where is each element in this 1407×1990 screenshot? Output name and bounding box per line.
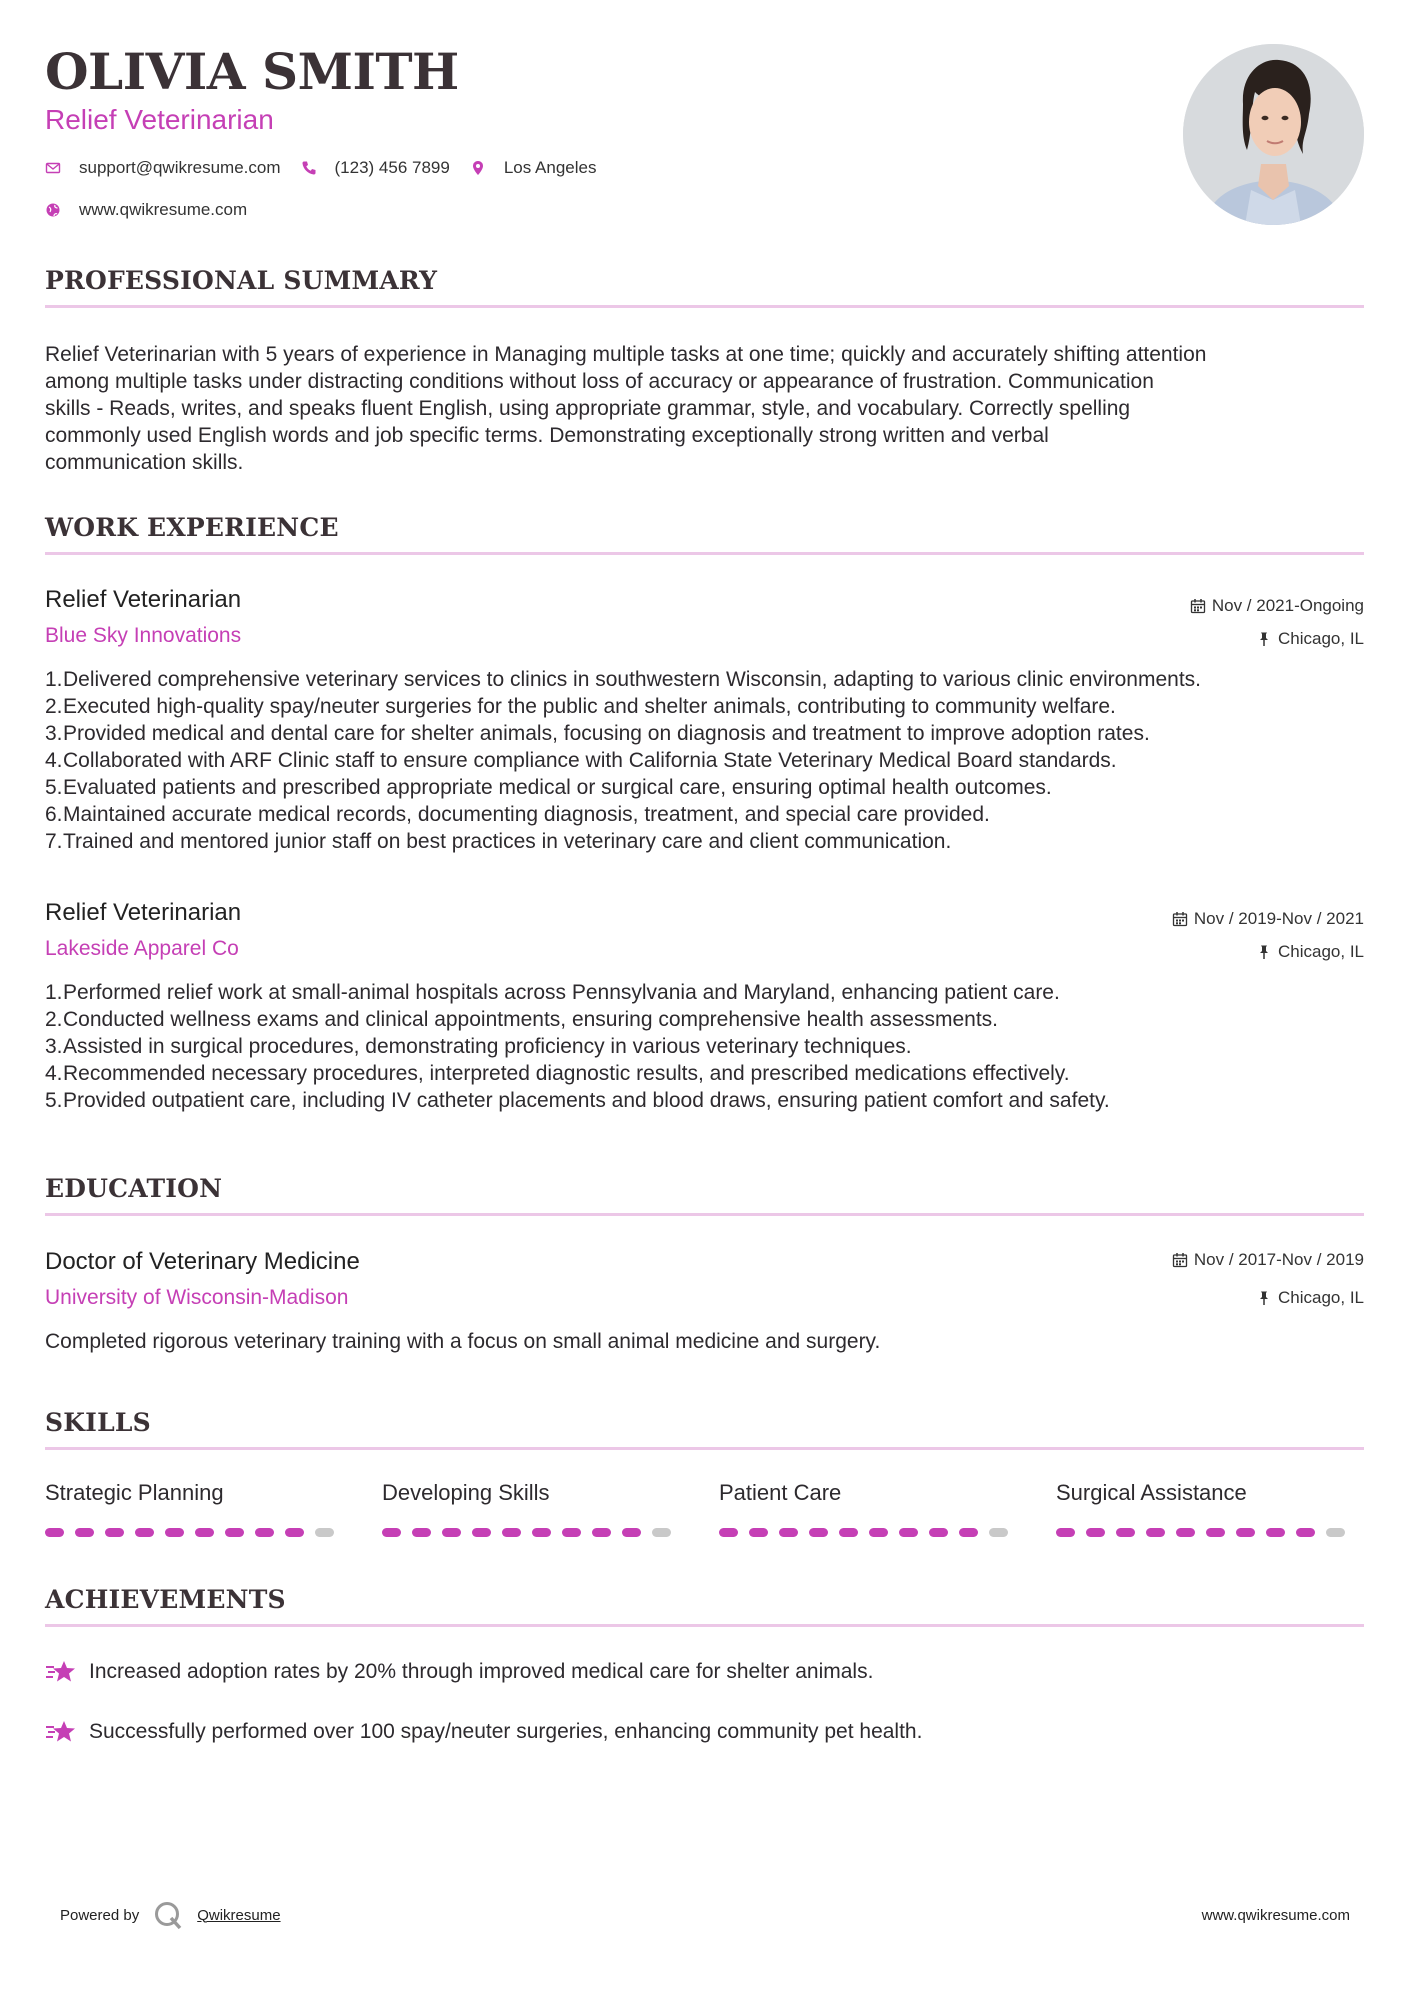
summary-line: among multiple tasks under distracting conditions without loss of accuracy or appearance of frustration. Communication [45,370,1154,393]
job-company: Lakeside Apparel Co [45,937,239,960]
rating-dot-empty [989,1528,1008,1537]
rating-dot-filled [135,1528,154,1537]
rating-dot-filled [472,1528,491,1537]
skill-name: Developing Skills [382,1480,550,1505]
location-text: Los Angeles [503,158,597,177]
list-item: 4. Collaborated with ARF Clinic staff to ensure compliance with California State Veterinary Medical Board standards. [45,749,1117,772]
achievement-item [45,1718,922,1746]
rating-dot-filled [165,1528,184,1537]
achievement-text: Increased adoption rates by 20% through improved medical care for shelter animals. [89,1660,874,1683]
list-item: 2. Executed high-quality spay/neuter surgeries for the public and shelter animals, contributing to community welfare. [45,695,1116,718]
rating-dot-empty [652,1528,671,1537]
job-title: Relief Veterinarian [45,586,242,613]
skill-name: Patient Care [719,1480,842,1505]
calendar-icon [1190,598,1206,614]
rating-dot-filled [382,1528,401,1537]
rating-dot-filled [255,1528,274,1537]
contact-row-website [45,200,267,220]
summary-line: communication skills. [45,451,244,474]
profile-photo [1183,44,1364,225]
rating-dot-filled [532,1528,551,1537]
degree-title: Doctor of Veterinary Medicine [45,1248,360,1275]
rating-dot-filled [1296,1528,1315,1537]
rating-dot-filled [1146,1528,1165,1537]
rating-dot-filled [749,1528,768,1537]
skill-item [1056,1480,1356,1537]
summary-line: skills - Reads, writes, and speaks fluent English, using appropriate grammar, style, and vocabulary. Correctly spelling [45,397,1131,420]
pushpin-icon [1256,631,1272,647]
rating-dot-filled [719,1528,738,1537]
list-item: 1. Delivered comprehensive veterinary services to clinics in southwestern Wisconsin, adapting to various clinic environments. [45,668,1201,691]
skill-item [719,1480,1019,1537]
star-icon [45,1658,77,1686]
footer-website[interactable]: www.qwikresume.com [1201,1907,1350,1924]
summary-line: Relief Veterinarian with 5 years of experience in Managing multiple tasks at one time; quickly and accurately shifting attention [45,343,1207,366]
skill-rating [1056,1528,1356,1537]
rating-dot-filled [899,1528,918,1537]
job-bullets [45,979,1375,1114]
list-item: 5. Provided outpatient care, including IV catheter placements and blood draws, ensuring patient comfort and safety. [45,1089,1110,1112]
rating-dot-filled [622,1528,641,1537]
rating-dot-filled [929,1528,948,1537]
job-location [1256,942,1364,962]
school-name: University of Wisconsin-Madison [45,1286,349,1309]
skill-rating [719,1528,1019,1537]
calendar-icon [1172,911,1188,927]
skill-name: Strategic Planning [45,1480,224,1505]
list-item: 2. Conducted wellness exams and clinical appointments, ensuring comprehensive health assessments. [45,1008,999,1031]
contact-location [470,158,597,178]
pushpin-icon [1256,1290,1272,1306]
skill-item [382,1480,682,1537]
experience-heading: WORK EXPERIENCE [45,513,339,542]
rating-dot-empty [1326,1528,1345,1537]
skill-item [45,1480,345,1537]
education-location-text: Chicago, IL [1278,1288,1364,1307]
rating-dot-filled [45,1528,64,1537]
contact-website[interactable] [45,200,247,220]
rating-dot-filled [1056,1528,1075,1537]
map-pin-icon [470,160,486,176]
job-title: Relief Veterinarian [45,899,242,926]
skill-rating [382,1528,682,1537]
list-item: 5. Evaluated patients and prescribed appropriate medical or surgical care, ensuring optimal health outcomes. [45,776,1052,799]
rating-dot-filled [285,1528,304,1537]
pushpin-icon [1256,944,1272,960]
rating-dot-filled [442,1528,461,1537]
job-dates [1190,596,1364,616]
list-item: 3. Assisted in surgical procedures, demonstrating proficiency in various veterinary techniques. [45,1035,912,1058]
rating-dot-filled [562,1528,581,1537]
summary-text [45,341,1365,476]
email-text: support@qwikresume.com [79,158,281,177]
summary-heading: PROFESSIONAL SUMMARY [45,266,438,295]
achievement-item [45,1658,873,1686]
candidate-name: OLIVIA SMITH [45,42,459,101]
rating-dot-filled [959,1528,978,1537]
rating-dot-filled [1236,1528,1255,1537]
achievement-text: Successfully performed over 100 spay/neuter surgeries, enhancing community pet health. [89,1720,923,1743]
skills-divider [45,1447,1364,1450]
summary-divider [45,305,1364,308]
education-heading: EDUCATION [45,1174,223,1203]
list-item: 1. Performed relief work at small-animal hospitals across Pennsylvania and Maryland, enhancing patient care. [45,981,1060,1004]
rating-dot-filled [779,1528,798,1537]
rating-dot-filled [1176,1528,1195,1537]
contact-phone[interactable] [301,158,450,178]
job-dates-text: Nov / 2019-Nov / 2021 [1193,909,1364,928]
job-location-text: Chicago, IL [1278,942,1364,961]
rating-dot-filled [1266,1528,1285,1537]
education-location [1256,1288,1364,1308]
footer-powered-by [60,1900,281,1930]
job-location [1256,629,1364,649]
education-dates [1172,1250,1364,1270]
skill-name: Surgical Assistance [1056,1480,1247,1505]
job-location-text: Chicago, IL [1278,629,1364,648]
skills-heading: SKILLS [45,1408,151,1437]
rating-dot-filled [869,1528,888,1537]
contact-row [45,158,616,178]
job-dates-text: Nov / 2021-Ongoing [1211,596,1364,615]
rating-dot-filled [839,1528,858,1537]
list-item: 6. Maintained accurate medical records, documenting diagnosis, treatment, and special care provided. [45,803,990,826]
globe-icon [45,202,61,218]
education-dates-text: Nov / 2017-Nov / 2019 [1193,1250,1364,1269]
calendar-icon [1172,1252,1188,1268]
candidate-title: Relief Veterinarian [45,104,274,135]
qwikresume-logo-icon [153,1900,183,1930]
list-item: 7. Trained and mentored junior staff on best practices in veterinary care and client communication. [45,830,952,853]
rating-dot-filled [1116,1528,1135,1537]
qwikresume-link[interactable]: Qwikresume [197,1906,281,1924]
rating-dot-filled [502,1528,521,1537]
list-item: 4. Recommended necessary procedures, interpreted diagnostic results, and prescribed medications effectively. [45,1062,1070,1085]
rating-dot-empty [315,1528,334,1537]
list-item: 3. Provided medical and dental care for shelter animals, focusing on diagnosis and treatment to improve adoption rates. [45,722,1150,745]
education-description: Completed rigorous veterinary training with a focus on small animal medicine and surgery. [45,1330,881,1353]
summary-line: commonly used English words and job specific terms. Demonstrating exceptionally strong written and verbal [45,424,1049,447]
education-divider [45,1213,1364,1216]
phone-text: (123) 456 7899 [334,158,450,177]
rating-dot-filled [1206,1528,1225,1537]
achievements-heading: ACHIEVEMENTS [45,1585,286,1614]
rating-dot-filled [809,1528,828,1537]
powered-by-label: Powered by [60,1906,140,1924]
website-text: www.qwikresume.com [79,200,248,219]
rating-dot-filled [1086,1528,1105,1537]
job-dates [1172,909,1364,929]
achievements-divider [45,1624,1364,1627]
phone-icon [301,160,317,176]
job-bullets [45,666,1375,855]
skill-rating [45,1528,345,1537]
star-icon [45,1718,77,1746]
envelope-icon [45,160,61,176]
contact-email[interactable] [45,158,281,178]
rating-dot-filled [195,1528,214,1537]
rating-dot-filled [225,1528,244,1537]
rating-dot-filled [592,1528,611,1537]
rating-dot-filled [412,1528,431,1537]
experience-divider [45,552,1364,555]
rating-dot-filled [105,1528,124,1537]
job-company: Blue Sky Innovations [45,624,242,647]
rating-dot-filled [75,1528,94,1537]
